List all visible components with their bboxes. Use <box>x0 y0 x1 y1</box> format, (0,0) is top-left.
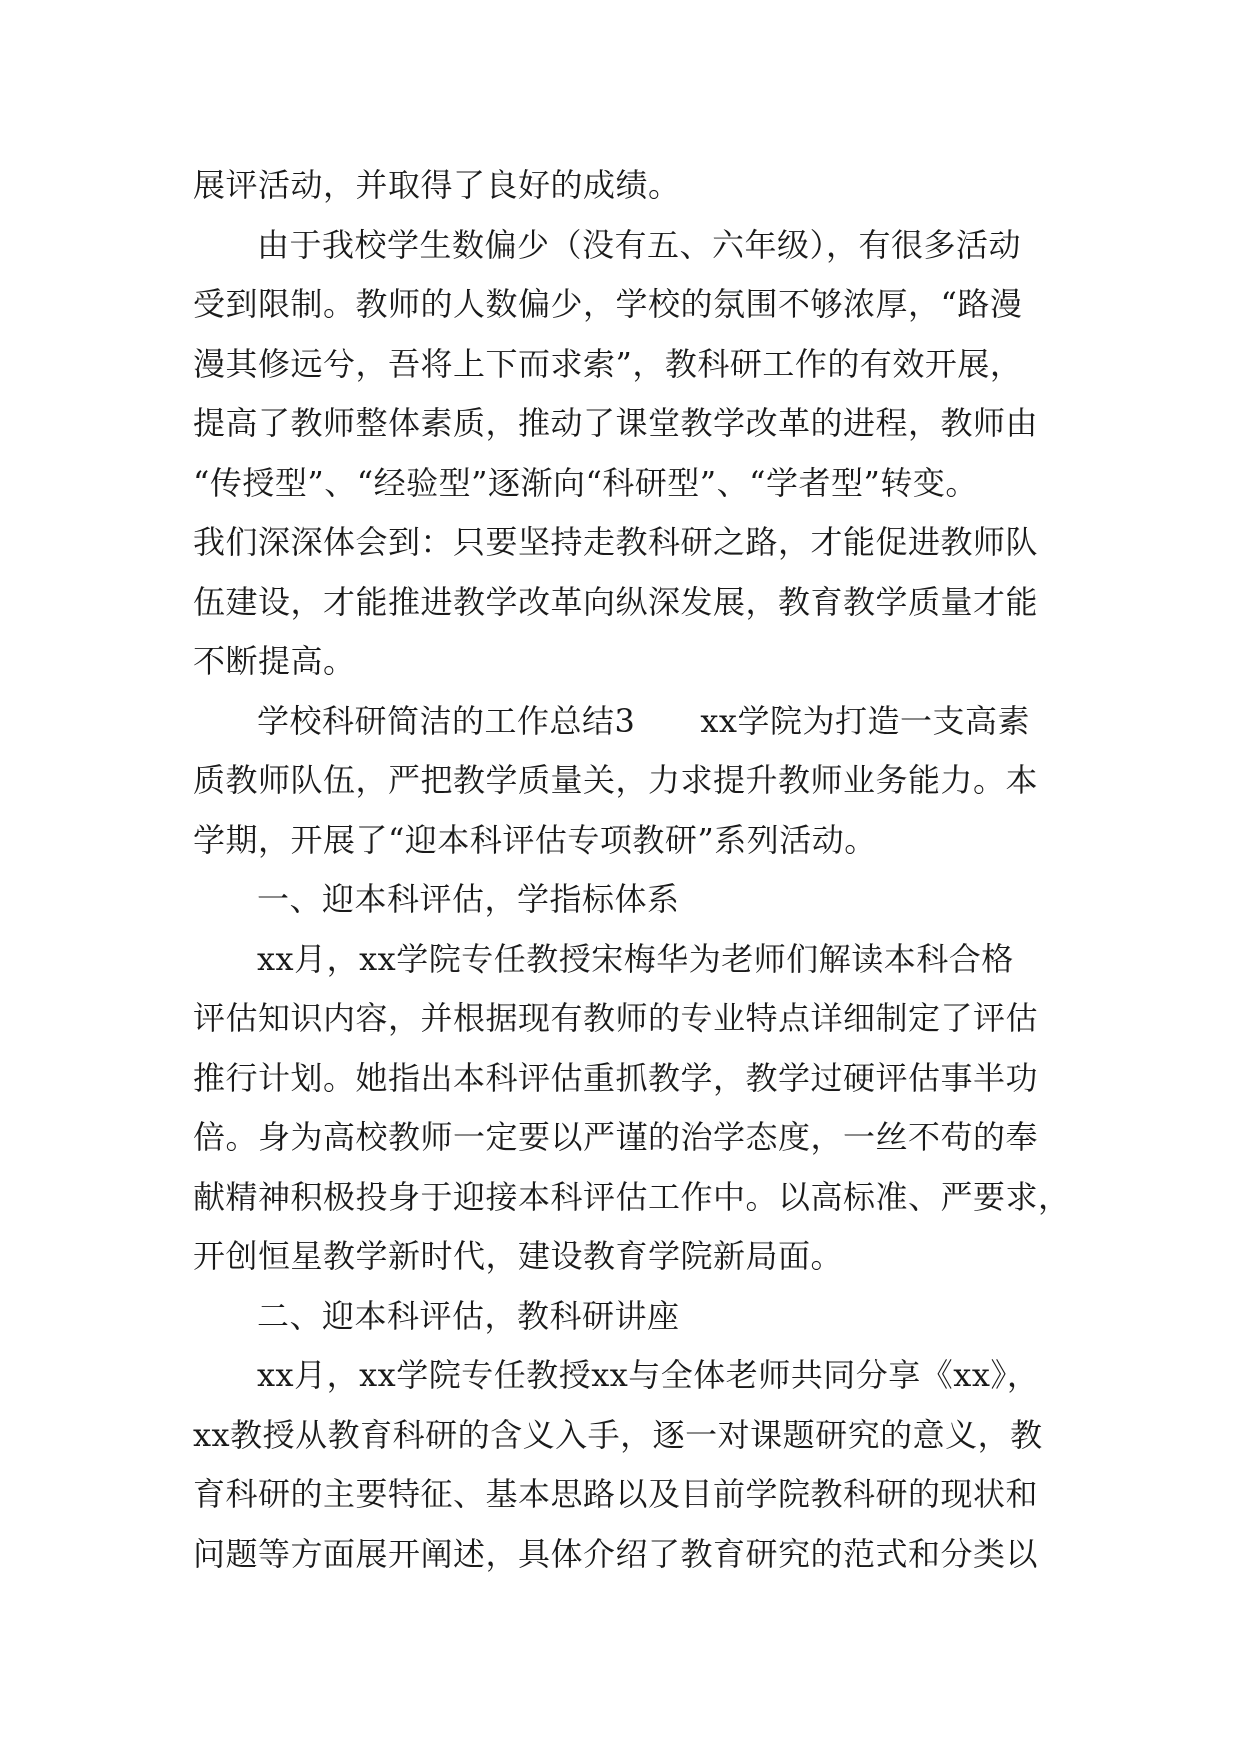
text-line: 伍建设，才能推进教学改革向纵深发展，教育教学质量才能 <box>193 582 1039 621</box>
text-line: 质教师队伍，严把教学质量关，力求提升教师业务能力。本 <box>193 761 1039 799</box>
text-line: 评估知识内容，并根据现有教师的专业特点详细制定了评估 <box>193 999 1039 1037</box>
text-line: 学期，开展了“迎本科评估专项教研”系列活动。 <box>193 820 877 859</box>
heading-line: 二、迎本科评估，教科研讲座 <box>257 1296 680 1335</box>
heading-line: 一、迎本科评估，学指标体系 <box>257 880 680 918</box>
text-line: 问题等方面展开阐述，具体介绍了教育研究的范式和分类以 <box>193 1534 1039 1573</box>
text-line: 我们深深体会到：只要坚持走教科研之路，才能促进教师队 <box>193 523 1039 561</box>
text-line: 推行计划。她指出本科评估重抓教学，教学过硬评估事半功 <box>193 1058 1039 1097</box>
text-line: 由于我校学生数偏少（没有五、六年级），有很多活动 <box>257 225 1022 264</box>
text-line: 展评活动，并取得了良好的成绩。 <box>193 166 681 204</box>
text-line: 开创恒星教学新时代，建设教育学院新局面。 <box>193 1237 844 1275</box>
text-line: xx月，xx学院专任教授宋梅华为老师们解读本科合格 <box>257 939 1014 978</box>
text-line: 漫其修远兮，吾将上下而求索”，教科研工作的有效开展， <box>193 344 1023 383</box>
text-line: 育科研的主要特征、基本思路以及目前学院教科研的现状和 <box>193 1475 1039 1513</box>
text-line: xx教授从教育科研的含义入手，逐一对课题研究的意义，教 <box>193 1415 1043 1454</box>
text-line: 献精神积极投身于迎接本科评估工作中。以高标准、严要求， <box>193 1177 1071 1216</box>
document-body <box>193 156 1071 1584</box>
section-title-line: 学校科研简洁的工作总结3 xx学院为打造一支高素 <box>257 701 1030 740</box>
text-line: 倍。身为高校教师一定要以严谨的治学态度，一丝不苟的奉 <box>193 1118 1039 1156</box>
text-line: 受到限制。教师的人数偏少，学校的氛围不够浓厚，“路漫 <box>193 285 1023 323</box>
text-line: 提高了教师整体素质，推动了课堂教学改革的进程，教师由 <box>193 404 1039 442</box>
text-line: 不断提高。 <box>193 642 356 680</box>
text-line: xx月，xx学院专任教授xx与全体老师共同分享《xx》， <box>257 1356 1040 1394</box>
text-line: “传授型”、“经验型”逐渐向“科研型”、“学者型”转变。 <box>193 463 978 502</box>
